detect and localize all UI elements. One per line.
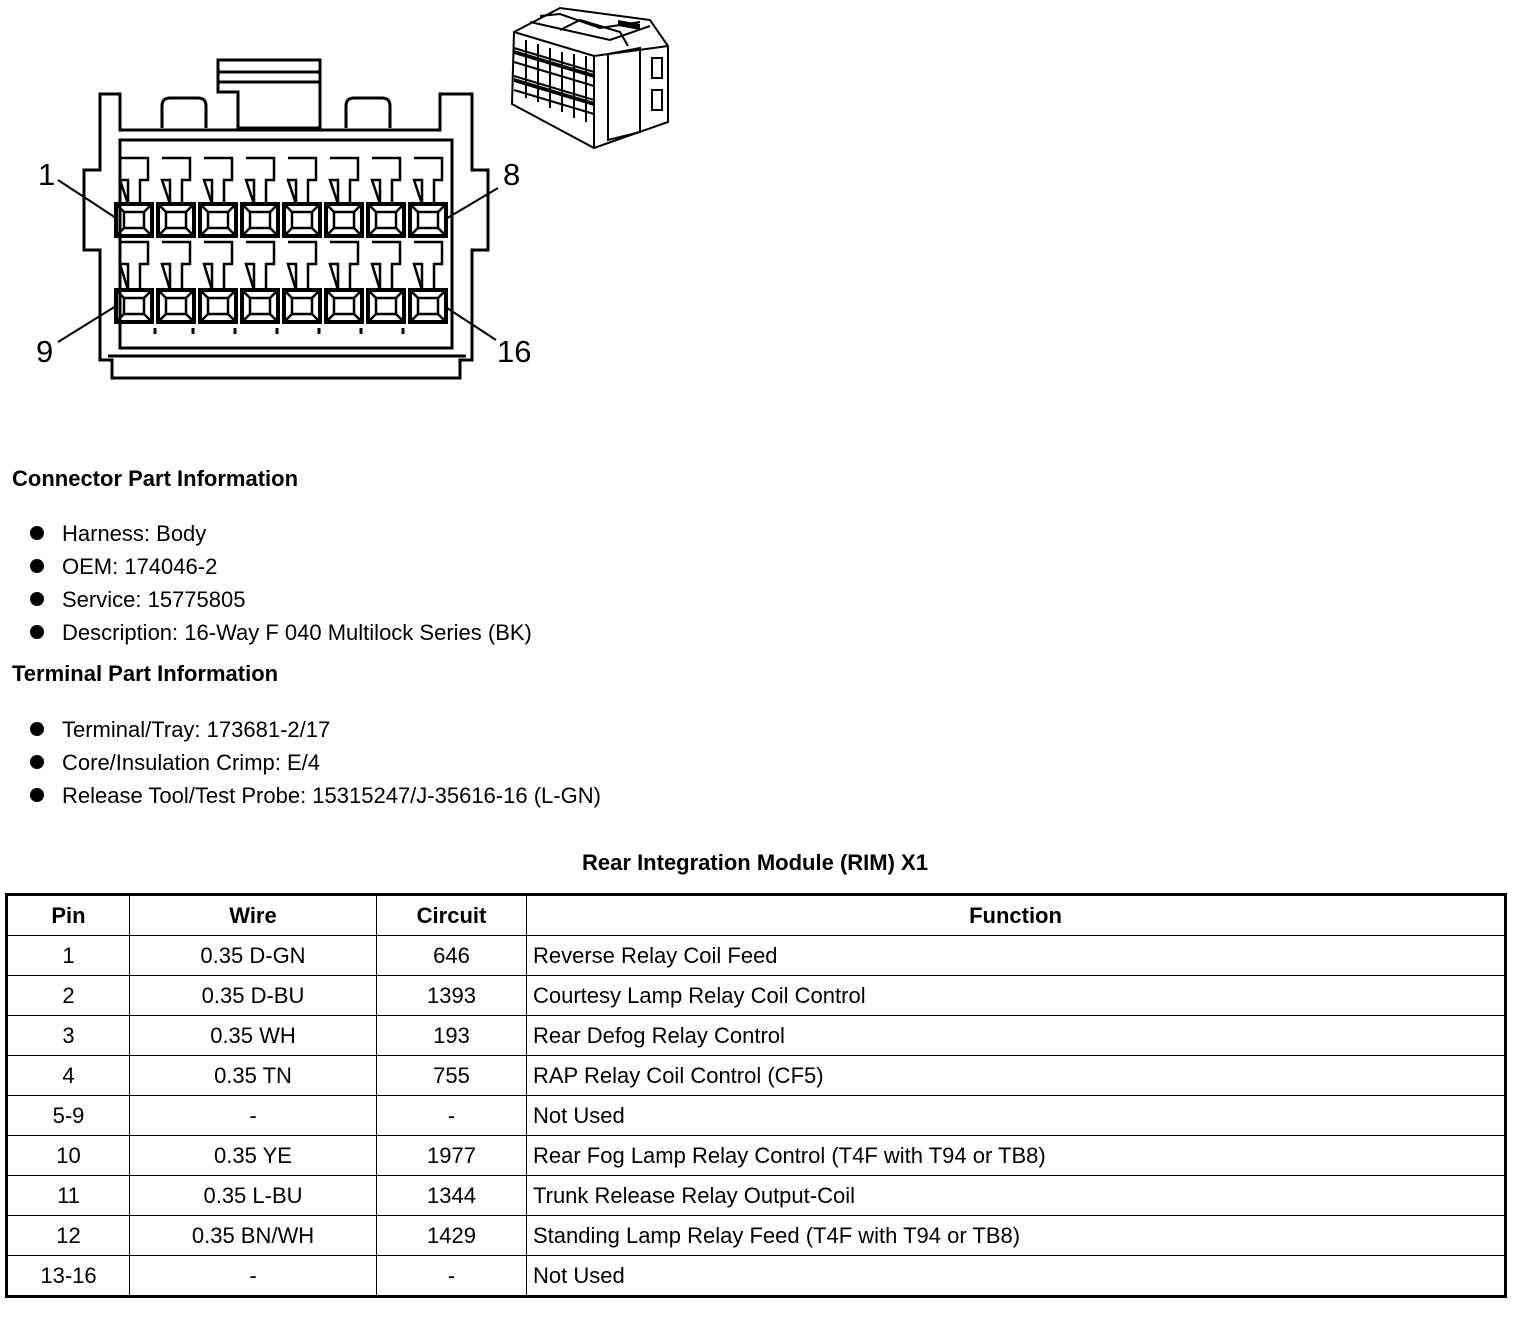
terminal-latch xyxy=(162,242,190,290)
pin-cell: 11 xyxy=(7,1176,130,1216)
circuit-cell: - xyxy=(377,1096,527,1136)
terminal-latch xyxy=(120,242,148,290)
terminal-socket xyxy=(124,298,144,314)
terminal-socket xyxy=(418,212,438,228)
table-header-row xyxy=(7,895,1506,936)
table-row xyxy=(7,1176,1506,1216)
wire-cell: 0.35 TN xyxy=(130,1056,377,1096)
wire-cell: 0.35 D-BU xyxy=(130,976,377,1016)
terminal-latch xyxy=(330,242,358,290)
list-item: OEM: 174046-2 xyxy=(30,550,532,583)
circuit-cell: 755 xyxy=(377,1056,527,1096)
function-cell: Reverse Relay Coil Feed xyxy=(527,936,1506,976)
terminal-latch xyxy=(120,158,148,204)
pin-1-callout: 1 xyxy=(38,157,56,192)
table-row xyxy=(7,1216,1506,1256)
column-header-wire: Wire xyxy=(130,895,377,936)
terminal-latch xyxy=(246,158,274,204)
circuit-cell: 646 xyxy=(377,936,527,976)
terminal-socket xyxy=(250,298,270,314)
circuit-cell: 1344 xyxy=(377,1176,527,1216)
pin-cell: 10 xyxy=(7,1136,130,1176)
column-header-function: Function xyxy=(527,895,1506,936)
connector-part-info-list xyxy=(30,517,532,649)
pin-cell: 2 xyxy=(7,976,130,1016)
terminal-latch xyxy=(204,158,232,204)
terminal-latch xyxy=(288,158,316,204)
pin-cell: 1 xyxy=(7,936,130,976)
function-cell: Courtesy Lamp Relay Coil Control xyxy=(527,976,1506,1016)
terminal-latch xyxy=(414,242,442,290)
bullet-icon xyxy=(30,592,44,606)
terminal-socket xyxy=(376,298,396,314)
list-item: Service: 15775805 xyxy=(30,583,532,616)
function-cell: Not Used xyxy=(527,1256,1506,1297)
terminal-socket xyxy=(376,212,396,228)
function-cell: Standing Lamp Relay Feed (T4F with T94 or TB8) xyxy=(527,1216,1506,1256)
wire-cell: 0.35 YE xyxy=(130,1136,377,1176)
wire-cell: 0.35 BN/WH xyxy=(130,1216,377,1256)
bullet-icon xyxy=(30,526,44,540)
list-item: Description: 16-Way F 040 Multilock Series (BK) xyxy=(30,616,532,649)
bullet-icon xyxy=(30,559,44,573)
list-item: Terminal/Tray: 173681-2/17 xyxy=(30,713,601,746)
terminal-socket xyxy=(166,212,186,228)
terminal-latch xyxy=(372,242,400,290)
terminal-latch xyxy=(288,242,316,290)
connector-isometric-icon xyxy=(512,8,668,148)
pin-cell: 3 xyxy=(7,1016,130,1056)
terminal-socket xyxy=(292,212,312,228)
terminal-part-info-list xyxy=(30,713,601,812)
pin-cell: 5-9 xyxy=(7,1096,130,1136)
wire-cell: 0.35 D-GN xyxy=(130,936,377,976)
terminal-latch xyxy=(330,158,358,204)
function-cell: Rear Defog Relay Control xyxy=(527,1016,1506,1056)
terminal-socket xyxy=(208,298,228,314)
function-cell: RAP Relay Coil Control (CF5) xyxy=(527,1056,1506,1096)
terminal-socket xyxy=(334,298,354,314)
terminal-socket xyxy=(418,298,438,314)
terminal-socket xyxy=(166,298,186,314)
circuit-cell: 193 xyxy=(377,1016,527,1056)
terminal-socket xyxy=(334,212,354,228)
bullet-icon xyxy=(30,625,44,639)
wire-cell: - xyxy=(130,1256,377,1297)
wire-cell: 0.35 WH xyxy=(130,1016,377,1056)
circuit-cell: 1429 xyxy=(377,1216,527,1256)
function-cell: Not Used xyxy=(527,1096,1506,1136)
table-row xyxy=(7,976,1506,1016)
pin-16-callout: 16 xyxy=(497,334,532,369)
circuit-cell: 1393 xyxy=(377,976,527,1016)
table-row xyxy=(7,1016,1506,1056)
table-row xyxy=(7,936,1506,976)
pin-cell: 13-16 xyxy=(7,1256,130,1297)
circuit-cell: 1977 xyxy=(377,1136,527,1176)
table-title: Rear Integration Module (RIM) X1 xyxy=(582,850,928,875)
connector-face-diagram xyxy=(0,0,700,400)
terminal-latch xyxy=(204,242,232,290)
terminal-latch xyxy=(246,242,274,290)
pin-cell: 4 xyxy=(7,1056,130,1096)
list-item: Release Tool/Test Probe: 15315247/J-35616-16 (L-GN) xyxy=(30,779,601,812)
list-item: Core/Insulation Crimp: E/4 xyxy=(30,746,601,779)
list-item: Harness: Body xyxy=(30,517,532,550)
terminal-socket xyxy=(208,212,228,228)
table-row xyxy=(7,1056,1506,1096)
bullet-icon xyxy=(30,722,44,736)
table-row xyxy=(7,1096,1506,1136)
terminal-latch xyxy=(162,158,190,204)
terminal-part-info-heading: Terminal Part Information xyxy=(12,661,279,686)
function-cell: Rear Fog Lamp Relay Control (T4F with T94 or TB8) xyxy=(527,1136,1506,1176)
terminal-latch xyxy=(414,158,442,204)
connector-part-info-heading: Connector Part Information xyxy=(12,466,299,491)
table-row xyxy=(7,1136,1506,1176)
bullet-icon xyxy=(30,755,44,769)
terminal-cavities xyxy=(116,158,446,322)
terminal-socket xyxy=(292,298,312,314)
column-header-circuit: Circuit xyxy=(377,895,527,936)
pin-assignment-table xyxy=(5,893,1507,1298)
function-cell: Trunk Release Relay Output-Coil xyxy=(527,1176,1506,1216)
column-header-pin: Pin xyxy=(7,895,130,936)
pin-cell: 12 xyxy=(7,1216,130,1256)
terminal-socket xyxy=(124,212,144,228)
circuit-cell: - xyxy=(377,1256,527,1297)
terminal-socket xyxy=(250,212,270,228)
table-row xyxy=(7,1256,1506,1297)
bullet-icon xyxy=(30,788,44,802)
pin-9-callout: 9 xyxy=(36,334,54,369)
terminal-latch xyxy=(372,158,400,204)
pin-8-callout: 8 xyxy=(503,157,521,192)
wire-cell: - xyxy=(130,1096,377,1136)
wire-cell: 0.35 L-BU xyxy=(130,1176,377,1216)
